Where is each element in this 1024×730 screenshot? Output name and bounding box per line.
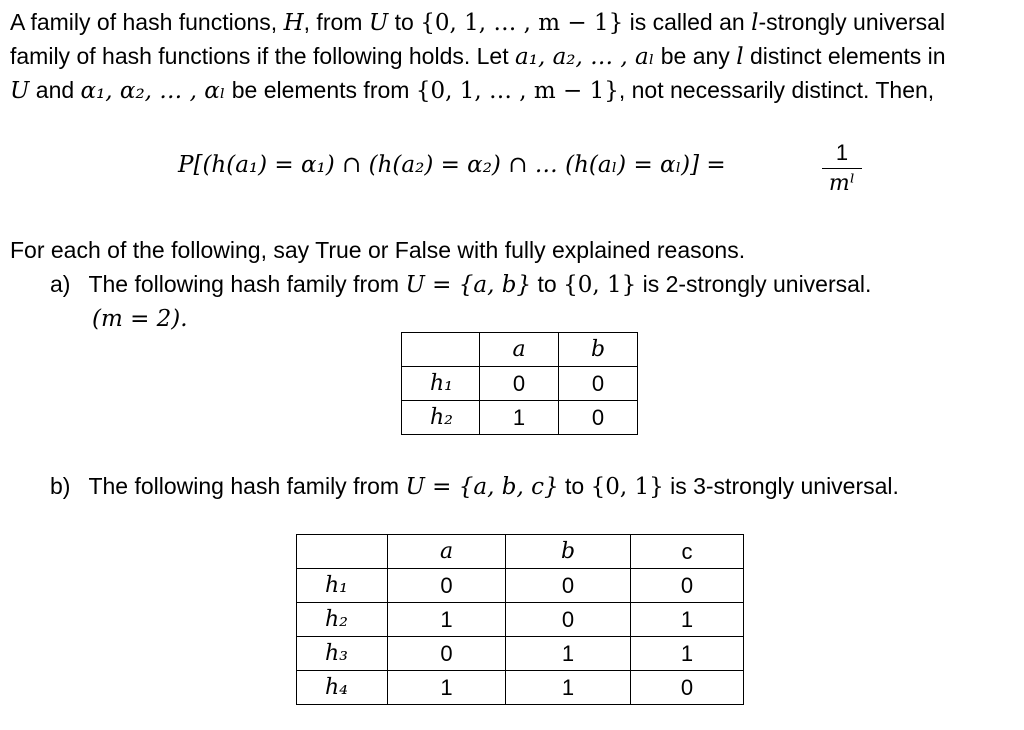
table-row (297, 569, 744, 603)
question-text: is 3-strongly universal. (663, 473, 899, 499)
intro-line-1 (10, 8, 945, 37)
question-text: is 2-strongly universal. (636, 271, 872, 297)
table-cell: 1 (631, 637, 744, 671)
question-text: to (558, 473, 591, 499)
fraction-numerator: 1 (835, 140, 849, 165)
table-header-cell: b (506, 535, 631, 569)
table-row-label: h₂ (297, 603, 388, 637)
table-row-label: h₄ (297, 671, 388, 705)
intro-text: is called an (623, 9, 752, 35)
table-cell: 0 (480, 367, 559, 401)
intro-text: , from (303, 9, 369, 35)
table-cell: 0 (388, 637, 506, 671)
intro-text: , not necessarily distinct. Then, (618, 77, 935, 103)
table-row (297, 671, 744, 705)
table-cell: 1 (480, 401, 559, 435)
intro-text: to (388, 9, 421, 35)
table-cell: 0 (506, 603, 631, 637)
math-alpha-list: α₁, α₂, … , αₗ (80, 78, 226, 104)
hash-table-a (401, 332, 638, 435)
math-range-set: {0, 1, … , m − 1} (420, 10, 624, 36)
question-b (50, 472, 899, 501)
intro-text: and (29, 77, 81, 103)
table-cell: 1 (506, 637, 631, 671)
table-cell: 0 (388, 569, 506, 603)
probability-formula: P[(h(a₁) = α₁) ∩ (h(a₂) = α₂) ∩ … (h(aₗ) = αₗ)] = (178, 152, 726, 178)
math-equals: = (424, 272, 459, 298)
intro-line-3 (10, 76, 934, 105)
question-a (50, 270, 871, 299)
table-cell: 1 (631, 603, 744, 637)
table-row-label: h₃ (297, 637, 388, 671)
fraction-bar (822, 168, 862, 169)
table-row (402, 401, 638, 435)
question-a-m-value: (m = 2). (92, 306, 188, 332)
question-text: The following hash family from (88, 271, 406, 297)
intro-text: be elements from (225, 77, 416, 103)
math-domain-set: {a, b} (458, 272, 532, 298)
intro-text: A family of hash functions, (10, 9, 284, 35)
intro-line-2 (10, 42, 946, 71)
math-a-list: a₁, a₂, … , aₗ (515, 44, 655, 70)
table-header-cell: a (480, 333, 559, 367)
table-cell: 0 (506, 569, 631, 603)
math-U: U (10, 78, 30, 104)
formula-fraction (822, 140, 862, 197)
question-marker: b) (50, 473, 71, 499)
math-H: H (283, 10, 304, 36)
table-row (402, 367, 638, 401)
table-cell: 0 (559, 401, 638, 435)
table-row-label: h₂ (402, 401, 480, 435)
question-marker: a) (50, 271, 71, 297)
table-corner-cell (297, 535, 388, 569)
question-text: to (531, 271, 564, 297)
table-corner-cell (402, 333, 480, 367)
math-U: U (405, 474, 425, 500)
hash-table-b (296, 534, 744, 705)
table-row-label: h₁ (297, 569, 388, 603)
table-row (297, 637, 744, 671)
table-header-row (297, 535, 744, 569)
question-text: The following hash family from (88, 473, 406, 499)
table-header-cell: a (388, 535, 506, 569)
math-range-set: {0, 1} (563, 272, 637, 298)
table-cell: 1 (506, 671, 631, 705)
intro-text: -strongly universal (758, 9, 946, 35)
table-cell: 0 (631, 569, 744, 603)
table-header-row (402, 333, 638, 367)
table-cell: 0 (559, 367, 638, 401)
questions-lead: For each of the following, say True or False with fully explained reasons. (10, 237, 746, 263)
math-domain-set: {a, b, c} (458, 474, 559, 500)
math-l: l (736, 44, 744, 70)
table-row-label: h₁ (402, 367, 480, 401)
math-equals: = (424, 474, 459, 500)
math-l: l (751, 10, 759, 36)
table-cell: 1 (388, 603, 506, 637)
table-cell: 1 (388, 671, 506, 705)
table-header-cell: b (559, 333, 638, 367)
table-cell: 0 (631, 671, 744, 705)
intro-text: distinct elements in (743, 43, 946, 69)
math-U: U (405, 272, 425, 298)
math-range-set: {0, 1} (590, 474, 664, 500)
fraction-denominator: mˡ (828, 171, 856, 196)
math-range-set: {0, 1, … , m − 1} (415, 78, 619, 104)
table-header-cell: c (631, 535, 744, 569)
intro-text: family of hash functions if the following holds. Let (10, 43, 516, 69)
table-row (297, 603, 744, 637)
intro-text: be any (654, 43, 737, 69)
math-U: U (368, 10, 389, 36)
